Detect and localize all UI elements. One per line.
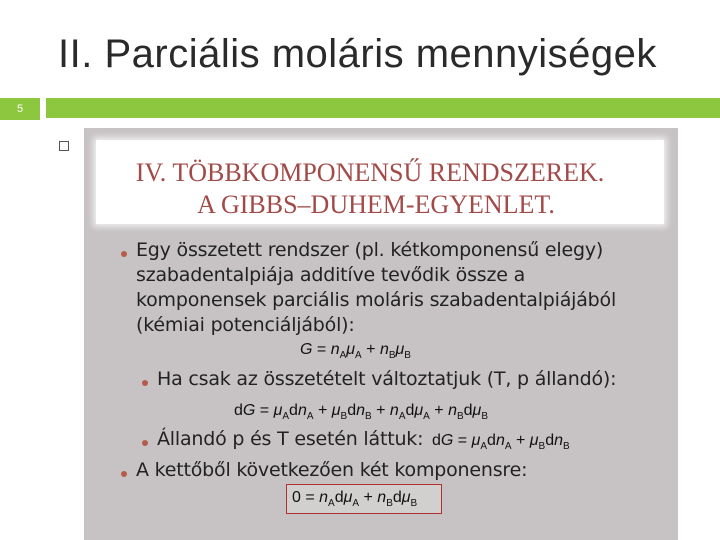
equation-dg-const: dG = $\mu_Adn_A + \mu_Bdn_B$ <box>432 432 570 453</box>
para1-line-3: komponensek parciális moláris szabadentalpiájából <box>136 289 617 311</box>
bullet-dot-icon <box>121 471 127 477</box>
bullet-square-icon <box>59 141 69 151</box>
para1-line-1: Egy összetett rendszer (pl. kétkomponensű elegy) <box>136 239 604 261</box>
embedded-header-line-2: A GIBBS–DUHEM-EGYENLET. <box>197 190 555 219</box>
bullet-dot-icon <box>142 440 148 446</box>
slide-title: II. Parciális moláris mennyiségek <box>58 32 657 76</box>
embedded-slide-image <box>84 128 678 540</box>
equation-gibbs-duhem: $0 = n_Ad\mu_A + n_Bd\mu_B$ <box>292 489 418 510</box>
slide-number: 5 <box>0 98 40 120</box>
sub-bullet-2: Állandó p és T esetén láttuk: <box>157 428 424 450</box>
embedded-content <box>84 128 678 540</box>
para1-line-4: (kémiai potenciáljából): <box>136 314 355 336</box>
bullet-3: A kettőből következően két komponensre: <box>136 459 528 481</box>
accent-bar <box>46 98 720 118</box>
bullet-dot-icon <box>121 251 127 257</box>
equation-dg-full: dG = $\mu_Adn_A + \mu_Bdn_B + n_Ad\mu_A + n_Bd\mu_B$ <box>234 402 488 423</box>
bullet-dot-icon <box>142 380 148 386</box>
equation-gibbs: $G = n_A\mu_A + n_B\mu_B$ <box>300 341 411 362</box>
sub-bullet-1: Ha csak az összetételt változtatjuk (T, p állandó): <box>157 368 617 390</box>
para1-line-2: szabadentalpiája additíve tevődik össze a <box>136 264 526 286</box>
embedded-header-line-1: IV. TÖBBKOMPONENSŰ RENDSZEREK. <box>135 158 605 187</box>
